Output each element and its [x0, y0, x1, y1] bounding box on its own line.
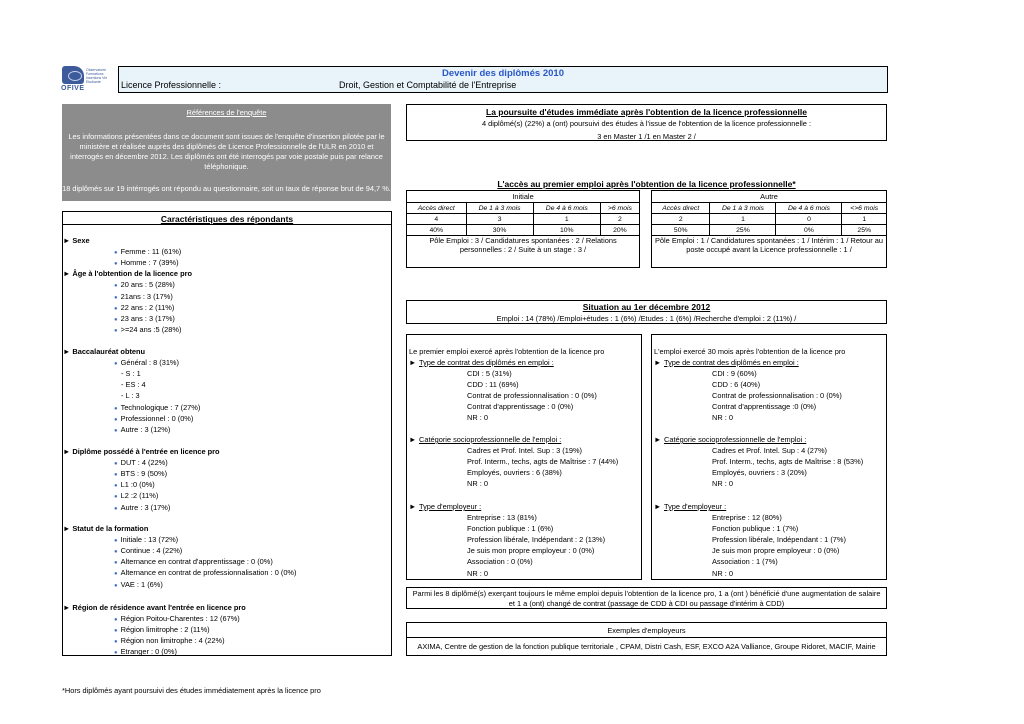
list-item: ● Homme : 7 (39%) — [114, 258, 179, 268]
bullet-icon: ● — [114, 472, 118, 479]
response-rate: 18 diplômés sur 19 intérrogés ont répondu au questionnaire, soit un taux de réponse brut de 94,7 %. — [62, 184, 391, 193]
list-item: NR : 0 — [467, 413, 488, 423]
bullet-icon: ● — [114, 361, 118, 368]
poursuite-line1: 4 diplômé(s) (22%) a (ont) poursuivi des études à l'issue de l'obtention de la licence professionnelle : — [481, 119, 811, 128]
references-description: Les informations présentées dans ce document sont issues de l'enquête d'insertion pilotée par le ministère et réalisée auprès des diplômés de Licence Professionnelle de l'ULR en 2010 et interrogés en décembre 2012. Les diplômés ont été interrogés par voie postale puis par relance téléphonique. — [68, 132, 385, 171]
list-item: CDD : 6 (40%) — [712, 380, 761, 390]
list-item: ● Région non limitrophe : 4 (22%) — [114, 636, 225, 646]
arrow-icon: ► — [654, 435, 662, 444]
arrow-icon: ► — [654, 358, 662, 367]
bullet-icon: ● — [114, 305, 118, 312]
pct-cell: 25% — [710, 225, 776, 236]
list-item: Association : 0 (0%) — [467, 557, 533, 567]
bullet-icon: ● — [114, 250, 118, 257]
list-item: ● Général : 8 (31%) — [114, 358, 179, 368]
count-cell: 1 — [533, 214, 600, 225]
bullet-icon: ● — [114, 617, 118, 624]
list-item: ● >=24 ans :5 (28%) — [114, 324, 182, 334]
pct-cell: 50% — [652, 225, 710, 236]
licence-label: Licence Professionnelle : — [121, 80, 222, 90]
bullet-icon: ● — [114, 650, 118, 657]
bullet-icon: ● — [114, 283, 118, 290]
list-item: NR : 0 — [467, 479, 488, 489]
sub-heading: Catégorie socioprofessionnelle de l'emploi : — [419, 435, 562, 444]
pct-cell: 20% — [600, 225, 639, 236]
autre-note: Pôle Emploi : 1 / Candidatures spontanées : 1 / Intérim : 1 / Retour au poste occupé avant la Licence professionnelle : 1 / — [654, 236, 883, 254]
page-title: Devenir des diplômés 2010 — [442, 68, 564, 79]
list-item: ● Technologique : 7 (27%) — [114, 402, 201, 412]
list-item: Association : 1 (7%) — [712, 557, 778, 567]
bullet-icon: ● — [114, 483, 118, 490]
document-header — [118, 66, 888, 93]
list-item: Prof. Interm., techs, agts de Maîtrise : 8 (53%) — [712, 457, 864, 467]
list-item: Fonction publique : 1 (7%) — [712, 524, 799, 534]
sub-heading: Type de contrat des diplômés en emploi : — [419, 358, 554, 367]
section-heading: ► Âge à l'obtention de la licence pro — [63, 269, 192, 279]
logo-mark-icon — [62, 66, 84, 84]
count-cell: 2 — [652, 214, 710, 225]
list-item: - L : 3 — [121, 391, 140, 401]
logo-subtitle: Observatoire Formations Insertions Vie Etudiante — [86, 68, 108, 84]
bullet-icon: ● — [114, 639, 118, 646]
list-item: Employés, ouvriers : 6 (38%) — [467, 468, 562, 478]
list-item: ● Continue : 4 (22%) — [114, 546, 183, 556]
list-item: Je suis mon propre employeur : 0 (0%) — [467, 546, 595, 556]
list-item: Prof. Interm., techs, agts de Maîtrise : 7 (44%) — [467, 457, 619, 467]
list-item: NR : 0 — [712, 568, 733, 578]
bullet-icon: ● — [114, 427, 118, 434]
bullet-icon: ● — [114, 628, 118, 635]
poursuite-line2: 3 en Master 1 /1 en Master 2 / — [597, 132, 696, 141]
panel-title: L'emploi exercé 30 mois après l'obtention de la licence pro — [654, 347, 846, 356]
arrow-icon: ► — [409, 358, 417, 367]
references-panel — [62, 104, 391, 201]
list-item: Contrat d'apprentissage :0 (0%) — [712, 402, 817, 412]
header-cell: Accès direct — [652, 203, 710, 214]
list-item: Profession libérale, Indépendant : 2 (13%) — [467, 535, 606, 545]
list-item: CDI : 9 (60%) — [712, 369, 757, 378]
list-item: Employés, ouvriers : 3 (20%) — [712, 468, 807, 478]
bullet-icon: ● — [114, 571, 118, 578]
poursuite-panel — [406, 104, 887, 141]
list-item: - S : 1 — [121, 369, 141, 379]
list-item: ● 21ans : 3 (17%) — [114, 291, 173, 301]
list-item: ● Etranger : 0 (0%) — [114, 647, 177, 657]
bullet-icon: ● — [114, 549, 118, 556]
bullet-icon: ● — [114, 261, 118, 268]
section-heading: ► Statut de la formation — [63, 524, 149, 533]
bullet-icon: ● — [114, 538, 118, 545]
list-item: ● 22 ans : 2 (11%) — [114, 302, 175, 312]
meme-emploi-text: Parmi les 8 diplômé(s) exerçant toujours le même emploi depuis l'obtention de la licence pro, 1 a (ont ) bénéficié d'une augmentation de salaire et 1 a (ont) changé de contrat (passage de CDD à CDI ou passage d'intérim à CDD) — [412, 589, 881, 608]
exemples-text: AXIMA, Centre de gestion de la fonction publique territoriale , CPAM, Distri Cash, ESF, EXCO A2A Valliance, Groupe Ridoret, MACIF, Mairie — [417, 642, 876, 651]
characteristics-title: Caractéristiques des répondants — [160, 214, 294, 224]
acces-initiale — [406, 190, 640, 268]
pct-cell: 0% — [776, 225, 842, 236]
references-title: Références de l'enquête — [186, 108, 267, 117]
acces-title: L'accès au premier emploi après l'obtention de la licence professionnelle* — [497, 179, 796, 189]
list-item: NR : 0 — [712, 479, 733, 489]
arrow-icon: ► — [654, 502, 662, 511]
sub-heading: Type d'employeur : — [419, 502, 482, 511]
arrow-icon: ► — [409, 502, 417, 511]
list-item: ● BTS : 9 (50%) — [114, 469, 168, 479]
pct-cell: 30% — [466, 225, 533, 236]
pct-cell: 40% — [407, 225, 467, 236]
bullet-icon: ● — [114, 461, 118, 468]
initiale-note: Pôle Emploi : 3 / Candidatures spontanées : 2 / Relations personnelles : 2 / Suite à un stage : 3 / — [429, 236, 617, 254]
section-heading: ► Baccalauréat obtenu — [63, 347, 146, 356]
speciality-label: Droit, Gestion et Comptabilité de l'Entreprise — [339, 80, 517, 90]
count-cell: 0 — [776, 214, 842, 225]
list-item: ● Alternance en contrat d'apprentissage : 0 (0%) — [114, 557, 273, 567]
header-cell: De 4 à 6 mois — [533, 203, 600, 214]
acces-autre-table — [651, 202, 887, 236]
bullet-icon: ● — [114, 416, 118, 423]
footnote: *Hors diplômés ayant poursuivi des études immédiatement après la licence pro — [62, 686, 321, 695]
panel-title: Le premier emploi exercé après l'obtention de la licence pro — [409, 347, 605, 356]
header-cell: De 1 à 3 mois — [466, 203, 533, 214]
list-item: ● DUT : 4 (22%) — [114, 458, 168, 468]
ofive-logo — [61, 66, 119, 94]
arrow-icon: ► — [409, 435, 417, 444]
list-item: ● L1 :0 (0%) — [114, 480, 155, 490]
header-cell: >6 mois — [600, 203, 639, 214]
list-item: Je suis mon propre employeur : 0 (0%) — [712, 546, 840, 556]
list-item: ● Professionnel : 0 (0%) — [114, 413, 194, 423]
section-heading: ► Région de résidence avant l'entrée en licence pro — [63, 603, 246, 612]
group-autre: Autre — [760, 192, 778, 201]
list-item: Contrat d'apprentissage : 0 (0%) — [467, 402, 574, 412]
bullet-icon: ● — [114, 405, 118, 412]
situation-title: Situation au 1er décembre 2012 — [582, 302, 711, 312]
logo-text: OFIVE — [61, 85, 85, 92]
list-item: ● Autre : 3 (17%) — [114, 502, 171, 512]
pct-cell: 25% — [842, 225, 887, 236]
list-item: ● Région limitrophe : 2 (11%) — [114, 625, 210, 635]
header-cell: Accès direct — [407, 203, 467, 214]
list-item: ● Alternance en contrat de professionnalisation : 0 (0%) — [114, 568, 297, 578]
section-heading: ► Sexe — [63, 236, 90, 245]
count-cell: 4 — [407, 214, 467, 225]
list-item: ● Autre : 3 (12%) — [114, 424, 171, 434]
bullet-icon: ● — [114, 494, 118, 501]
sub-heading: Type d'employeur : — [664, 502, 727, 511]
acces-initiale-table — [406, 202, 640, 236]
exemples-title: Exemples d'employeurs — [607, 626, 686, 635]
list-item: CDD : 11 (69%) — [467, 380, 519, 390]
sub-heading: Catégorie socioprofessionnelle de l'emploi : — [664, 435, 807, 444]
count-cell: 3 — [466, 214, 533, 225]
count-cell: 1 — [842, 214, 887, 225]
bullet-icon: ● — [114, 505, 118, 512]
list-item: ● Femme : 11 (61%) — [114, 247, 182, 257]
bullet-icon: ● — [114, 582, 118, 589]
list-item: Cadres et Prof. Intel. Sup : 4 (27%) — [712, 446, 828, 455]
list-item: Fonction publique : 1 (6%) — [467, 524, 554, 534]
list-item: NR : 0 — [467, 568, 488, 578]
bullet-icon: ● — [114, 316, 118, 323]
list-item: Contrat de professionnalisation : 0 (0%) — [712, 391, 842, 401]
bullet-icon: ● — [114, 294, 118, 301]
situation-panel — [406, 300, 887, 324]
header-cell: <>6 mois — [842, 203, 887, 214]
list-item: ● 20 ans : 5 (28%) — [114, 280, 175, 290]
list-item: CDI : 5 (31%) — [467, 369, 512, 378]
list-item: ● VAE : 1 (6%) — [114, 579, 163, 589]
header-cell: De 1 à 3 mois — [710, 203, 776, 214]
list-item: ● Région Poitou-Charentes : 12 (67%) — [114, 614, 240, 624]
group-initiale: Initiale — [512, 192, 534, 201]
list-item: ● Initiale : 13 (72%) — [114, 535, 179, 545]
list-item: - ES : 4 — [121, 380, 146, 390]
list-item: Entreprise : 12 (80%) — [712, 513, 782, 522]
list-item: Profession libérale, Indépendant : 1 (7%) — [712, 535, 846, 545]
list-item: Cadres et Prof. Intel. Sup : 3 (19%) — [467, 446, 583, 455]
list-item: ● 23 ans : 3 (17%) — [114, 313, 175, 323]
pct-cell: 10% — [533, 225, 600, 236]
acces-autre — [651, 190, 887, 268]
list-item: Contrat de professionnalisation : 0 (0%) — [467, 391, 597, 401]
situation-line: Emploi : 14 (78%) /Emploi+études : 1 (6%) /Etudes : 1 (6%) /Recherche d'emploi : 2 (11%) / — [496, 314, 797, 323]
poursuite-title: La poursuite d'études immédiate après l'obtention de la licence professionnelle — [486, 107, 807, 117]
list-item: NR : 0 — [712, 413, 733, 423]
bullet-icon: ● — [114, 560, 118, 567]
list-item: Entreprise : 13 (81%) — [467, 513, 537, 522]
meme-emploi-panel — [406, 587, 887, 609]
count-cell: 2 — [600, 214, 639, 225]
bullet-icon: ● — [114, 327, 118, 334]
sub-heading: Type de contrat des diplômés en emploi : — [664, 358, 799, 367]
section-heading: ► Diplôme possédé à l'entrée en licence pro — [63, 447, 220, 456]
list-item: ● L2 :2 (11%) — [114, 491, 159, 501]
exemples-panel — [406, 622, 887, 656]
header-cell: De 4 à 6 mois — [776, 203, 842, 214]
count-cell: 1 — [710, 214, 776, 225]
